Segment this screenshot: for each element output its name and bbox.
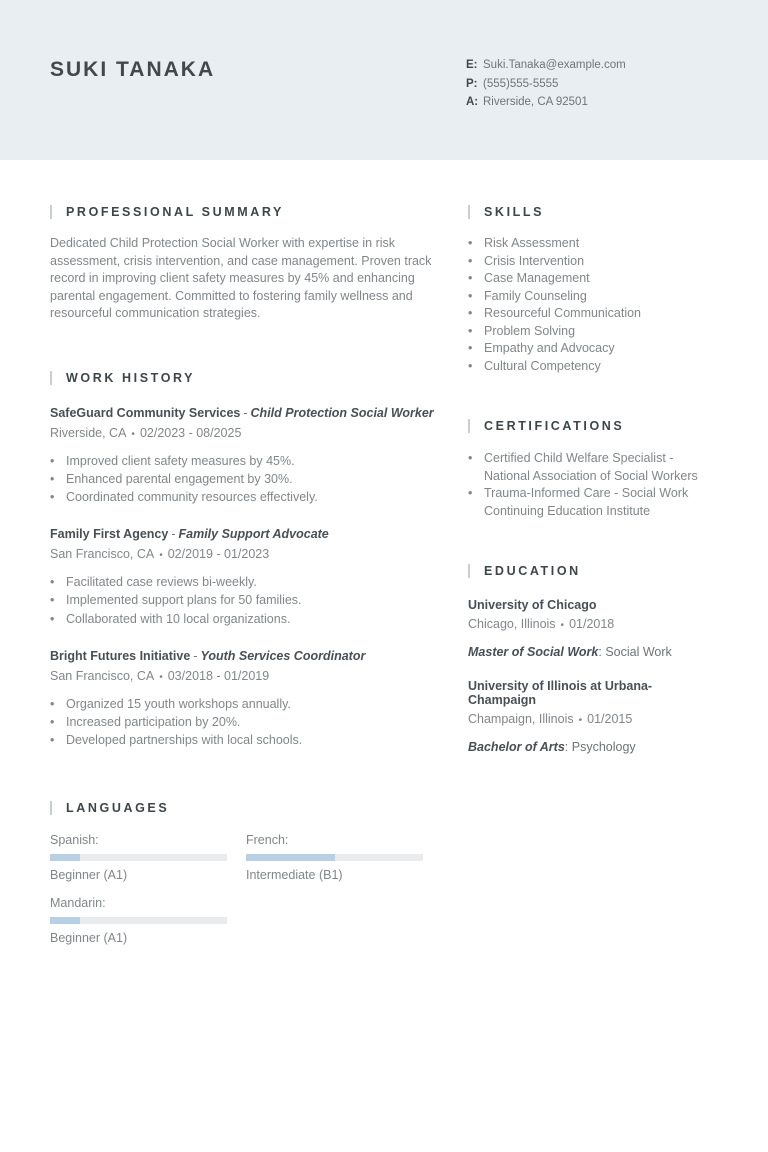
contact-block [466,56,626,112]
bullet-text: Developed partnerships with local schools. [66,733,303,748]
right-column [468,205,720,945]
job-bullet-item [50,573,440,591]
skill-item [468,305,720,323]
skill-item [468,288,720,306]
section-head [468,419,720,433]
bullet-glyph: • [468,236,473,250]
school-location: Chicago, Illinois [468,617,556,631]
bullet-glyph: • [50,611,55,626]
language-name: Mandarin: [50,896,106,911]
job-dates: 02/2019 - 01/2023 [167,547,270,562]
school-name: University of Illinois at Urbana-Champaign [468,679,653,707]
address-label: A: [466,96,479,108]
skill-item [468,270,720,288]
language-item-spanish [50,833,246,882]
job-dates: 03/2018 - 01/2019 [167,668,270,683]
skill-text: Case Management [484,271,590,285]
skill-text: Cultural Competency [484,358,601,373]
header-band [0,0,768,160]
language-bar-track [50,917,227,924]
degree-colon: : [564,740,569,754]
job-bullet-item [50,731,440,749]
language-level: Intermediate (B1) [246,868,343,883]
email-value: Suki.Tanaka@example.com [483,59,626,71]
section-education [468,564,720,754]
bullet-glyph: • [50,733,55,748]
job-bullet-item [50,591,440,609]
skill-text: Empathy and Advocacy [484,341,615,355]
skill-item [468,235,720,253]
job-role: Child Protection Social Worker [250,405,434,420]
job-entry [50,649,440,750]
bullet-text: Organized 15 youth workshops annually. [66,696,291,711]
language-bar-fill [50,917,80,924]
section-tick [468,419,470,433]
phone-value: (555)555-5555 [483,77,559,90]
bullet-glyph: • [468,288,473,303]
skill-text: Crisis Intervention [484,253,585,268]
company-name: SafeGuard Community Services [50,405,241,420]
section-head [50,371,440,385]
contact-row-phone [466,75,626,94]
job-meta [50,426,440,440]
language-item-mandarin [50,896,246,945]
job-meta [50,547,440,561]
job-bullet-list [50,452,440,507]
job-role: Youth Services Coordinator [200,648,366,663]
school-meta [468,712,720,726]
section-tick [468,205,470,219]
skill-item [468,253,720,271]
section-title: EDUCATION [484,564,581,578]
job-location: Riverside, CA [50,425,127,440]
school-entry [468,679,720,754]
job-separator: - [243,405,248,420]
language-grid [50,833,440,945]
skill-item [468,323,720,341]
language-bar-track [50,854,227,861]
job-bullet-list [50,573,440,628]
meta-separator: • [159,671,163,683]
meta-separator: • [159,550,163,562]
section-title: CERTIFICATIONS [484,419,625,433]
bullet-glyph: • [50,471,55,486]
section-head [50,801,440,815]
job-meta [50,669,440,683]
content-area [0,160,768,945]
language-bar-fill [50,854,80,861]
job-bullet-item [50,470,440,488]
section-languages [50,801,440,945]
school-entry [468,598,720,659]
job-location: San Francisco, CA [50,668,155,683]
language-bar-fill [246,854,335,861]
bullet-glyph: • [50,714,55,729]
skill-text: Risk Assessment [484,236,580,250]
job-bullet-item [50,713,440,731]
job-location: San Francisco, CA [50,547,155,562]
bullet-glyph: • [50,575,55,590]
language-level: Beginner (A1) [50,868,128,883]
section-professional-summary [50,205,440,323]
section-tick [50,371,52,385]
meta-separator: • [131,428,135,440]
school-meta [468,617,720,631]
degree-line [468,645,720,659]
language-bar-track [246,854,423,861]
skill-item [468,340,720,358]
certification-text: Certified Child Welfare Specialist - National Association of Social Workers [484,451,698,483]
language-item-french [246,833,442,882]
skill-text: Resourceful Communication [484,306,642,320]
job-separator: - [193,648,198,663]
section-head [468,564,720,578]
degree-name: Bachelor of Arts [468,740,565,754]
bullet-glyph: • [468,271,473,285]
job-head [50,406,440,421]
section-head [468,205,720,219]
phone-label: P: [466,77,478,90]
bullet-text: Implemented support plans for 50 families. [66,593,302,608]
section-work-history [50,371,440,750]
summary-text: Dedicated Child Protection Social Worker with expertise in risk assessment, crisis intervention, and case management. Proven track record in improving client safety measures by 45% and enhancing parental engagement. Committed to fostering family wellness and resourceful communication strategies. [50,236,432,320]
school-name: University of Chicago [468,598,597,612]
job-bullet-item [50,610,440,628]
degree-name: Master of Social Work [468,645,599,659]
section-tick [50,205,52,219]
address-value: Riverside, CA 92501 [483,96,588,108]
job-bullet-item [50,452,440,470]
job-role: Family Support Advocate [178,527,329,542]
degree-colon: : [598,645,602,659]
email-label: E: [466,59,478,71]
bullet-text: Facilitated case reviews bi-weekly. [66,575,257,590]
job-dates: 02/2023 - 08/2025 [139,425,242,440]
job-head [50,527,440,542]
section-title: SKILLS [484,205,545,219]
bullet-glyph: • [468,451,473,465]
section-title: LANGUAGES [66,801,170,816]
section-tick [468,564,470,578]
bullet-text: Increased participation by 20%. [66,714,241,729]
bullet-glyph: • [468,323,473,338]
company-name: Bright Futures Initiative [50,648,191,663]
section-skills [468,205,720,375]
bullet-text: Improved client safety measures by 45%. [66,453,295,468]
certification-text: Trauma-Informed Care - Social Work Continuing Education Institute [484,486,689,518]
meta-separator: • [578,715,583,726]
bullet-glyph: • [50,696,55,711]
job-head [50,649,440,664]
bullet-glyph: • [50,593,55,608]
job-entry [50,527,440,628]
bullet-glyph: • [468,306,473,320]
language-name: Spanish: [50,833,99,848]
bullet-glyph: • [50,453,55,468]
bullet-glyph: • [468,358,473,373]
section-tick [50,801,52,815]
section-title: PROFESSIONAL SUMMARY [66,205,284,219]
certification-item [468,485,720,520]
meta-separator: • [560,620,565,631]
section-title: WORK HISTORY [66,370,196,385]
degree-field: Psychology [571,740,636,754]
bullet-text: Coordinated community resources effectively. [66,489,318,504]
section-certifications [468,419,720,520]
language-name: French: [246,833,289,848]
job-bullet-item [50,695,440,713]
contact-row-address [466,93,626,112]
contact-row-email [466,56,626,75]
school-date: 01/2018 [569,617,615,631]
skill-text: Problem Solving [484,323,576,338]
skill-text: Family Counseling [484,288,587,303]
bullet-glyph: • [50,489,55,504]
school-location: Champaign, Illinois [468,712,574,726]
job-bullet-list [50,695,440,750]
skills-list [468,235,720,375]
left-column [50,205,440,945]
bullet-text: Collaborated with 10 local organizations. [66,611,291,626]
job-entry [50,406,440,507]
job-separator: - [171,527,176,542]
candidate-name: SUKI TANAKA [50,58,216,81]
bullet-glyph: • [468,486,473,500]
section-head [50,205,440,219]
job-bullet-item [50,488,440,506]
bullet-glyph: • [468,253,473,268]
degree-line [468,740,720,754]
school-date: 01/2015 [587,712,633,726]
skill-item [468,358,720,376]
language-level: Beginner (A1) [50,931,128,946]
bullet-text: Enhanced parental engagement by 30%. [66,471,293,486]
certification-item [468,450,720,485]
certifications-list [468,450,720,520]
degree-field: Social Work [605,645,672,659]
company-name: Family First Agency [50,527,169,542]
bullet-glyph: • [468,341,473,355]
